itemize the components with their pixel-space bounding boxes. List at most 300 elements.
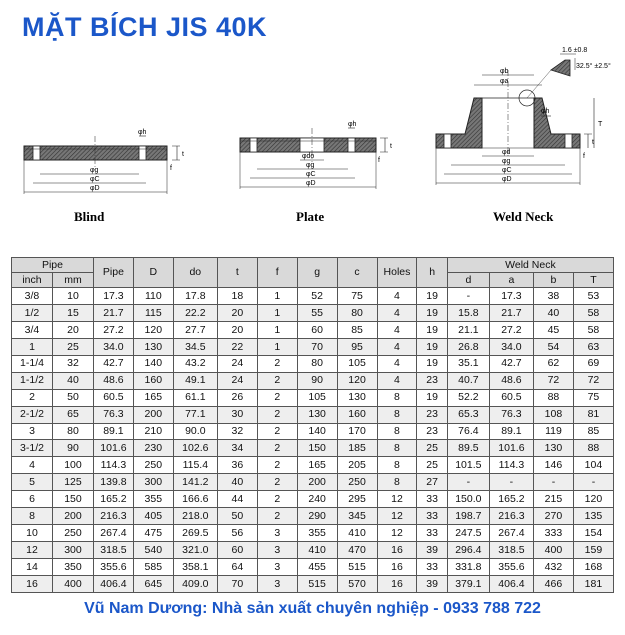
page-title: MẶT BÍCH JIS 40K [22,12,268,42]
table-cell: 5 [12,474,53,491]
table-cell: 39 [417,542,447,559]
table-row [12,525,614,542]
table-cell: 200 [133,406,173,423]
table-cell: 20 [217,321,257,338]
table-cell: 210 [133,423,173,440]
table-row [12,304,614,321]
table-cell: 35.1 [447,355,489,372]
table-cell: 30 [217,406,257,423]
flange-dimension-table [11,257,614,593]
plate-flange-drawing [240,121,392,224]
table-cell: 23 [417,423,447,440]
table-cell: 25 [52,338,93,355]
table-cell: 410 [297,542,337,559]
table-cell: 200 [297,474,337,491]
table-cell: 42.7 [93,355,133,372]
blind-label-d: φD [90,185,100,192]
table-cell: 58 [573,304,613,321]
header-col: D [133,258,173,288]
table-cell: 2 [257,457,297,474]
table-cell: 40.7 [447,372,489,389]
table-cell: 140 [297,423,337,440]
table-row [12,338,614,355]
table-cell: 267.4 [489,525,533,542]
table-cell: 1 [12,338,53,355]
table-cell: 470 [337,542,377,559]
table-row [12,559,614,576]
table-cell: 406.4 [93,575,133,592]
table-row [12,440,614,457]
table-cell: 72 [533,372,573,389]
table-cell: 181 [573,575,613,592]
table-cell: 409.0 [173,575,217,592]
table-cell: 19 [417,338,447,355]
table-cell: 200 [52,508,93,525]
table-cell: 45 [533,321,573,338]
wn-label-d: φd [502,149,511,156]
wn-label-h: φh [541,108,550,115]
table-cell: 27.7 [173,321,217,338]
wn-label-g: φg [502,158,511,165]
footer-contact: Vũ Nam Dương: Nhà sản xuất chuyên nghiệp - 0933 788 722 [84,600,541,617]
table-cell: - [447,474,489,491]
table-cell: 4 [377,355,417,372]
header-wn-col: d [447,273,489,288]
table-cell: 296.4 [447,542,489,559]
table-cell: 18 [217,288,257,305]
table-row [12,575,614,592]
table-cell: 4 [377,372,417,389]
table-cell: 110 [133,288,173,305]
table-cell: - [533,474,573,491]
table-cell: 150 [52,491,93,508]
table-cell: 585 [133,559,173,576]
header-wn-col: T [573,273,613,288]
table-cell: - [447,288,489,305]
table-cell: 355 [133,491,173,508]
table-cell: 250 [337,474,377,491]
table-cell: 2 [257,406,297,423]
table-cell: 166.6 [173,491,217,508]
table-cell: 2 [257,508,297,525]
table-cell: 12 [12,542,53,559]
table-cell: 104 [573,457,613,474]
table-cell: 33 [417,525,447,542]
table-cell: 515 [297,575,337,592]
table-cell: 115.4 [173,457,217,474]
table-cell: 34.0 [489,338,533,355]
table-cell: 150 [297,440,337,457]
table-cell: 216.3 [93,508,133,525]
table-cell: 247.5 [447,525,489,542]
table-cell: 198.7 [447,508,489,525]
wn-detail-size: 1.6 ±0.8 [562,47,588,54]
table-cell: 120 [573,491,613,508]
table-cell: 4 [377,321,417,338]
table-cell: 89.5 [447,440,489,457]
plate-label-f: f [378,157,380,164]
table-cell: 33 [417,559,447,576]
table-cell: 185 [337,440,377,457]
table-cell: 379.1 [447,575,489,592]
table-cell: 21.7 [93,304,133,321]
table-cell: 4 [377,304,417,321]
table-cell: 8 [377,440,417,457]
table-cell: 20 [52,321,93,338]
table-cell: 114.3 [489,457,533,474]
table-cell: 3 [12,423,53,440]
header-pipe-group: Pipe [12,258,94,273]
table-cell: 53 [573,288,613,305]
table-cell: 10 [52,288,93,305]
table-cell: 475 [133,525,173,542]
table-cell: 40 [533,304,573,321]
table-cell: 22 [217,338,257,355]
blind-label-g: φg [90,167,99,174]
table-cell: 12 [377,508,417,525]
table-row [12,457,614,474]
table-cell: 52 [297,288,337,305]
table-cell: 3 [257,575,297,592]
table-cell: 17.3 [489,288,533,305]
flange-drawings [0,40,625,235]
table-cell: 141.2 [173,474,217,491]
table-cell: 33 [417,491,447,508]
table-cell: 1 [257,304,297,321]
table-cell: 8 [377,457,417,474]
table-cell: 32 [217,423,257,440]
table-cell: 355 [297,525,337,542]
table-cell: 49.1 [173,372,217,389]
table-cell: 165.2 [489,491,533,508]
table-cell: 8 [377,389,417,406]
header-wn-col: b [533,273,573,288]
table-cell: 240 [297,491,337,508]
table-cell: 3 [257,542,297,559]
header-mm: mm [52,273,93,288]
table-cell: 10 [12,525,53,542]
table-cell: 140 [133,355,173,372]
table-cell: 40 [217,474,257,491]
table-cell: 27 [417,474,447,491]
table-cell: 72 [573,372,613,389]
table-cell: 400 [52,575,93,592]
table-cell: 139.8 [93,474,133,491]
header-inch: inch [12,273,53,288]
table-cell: 101.5 [447,457,489,474]
table-row [12,491,614,508]
blind-label-c: φC [90,176,100,183]
table-cell: 34.5 [173,338,217,355]
table-row [12,288,614,305]
wn-label-t: t [592,139,594,146]
table-cell: 19 [417,304,447,321]
table-cell: 85 [337,321,377,338]
table-cell: 43.2 [173,355,217,372]
plate-label-c: φC [306,171,316,178]
table-cell: 12 [377,525,417,542]
table-cell: 165 [133,389,173,406]
table-cell: 16 [377,542,417,559]
table-cell: 105 [297,389,337,406]
table-cell: 75 [573,389,613,406]
table-cell: 120 [133,321,173,338]
table-cell: 34 [217,440,257,457]
table-cell: 21.1 [447,321,489,338]
blind-caption: Blind [74,209,105,224]
wn-label-D: φD [502,176,512,183]
table-cell: 80 [337,304,377,321]
table-cell: - [573,474,613,491]
wn-label-b: φb [500,68,509,75]
header-col: Pipe [93,258,133,288]
table-cell: 2 [12,389,53,406]
table-cell: 12 [377,491,417,508]
table-cell: 355.6 [489,559,533,576]
header-wn-col: a [489,273,533,288]
table-cell: 2 [257,440,297,457]
table-cell: 4 [377,288,417,305]
table-row [12,423,614,440]
table-cell: 52.2 [447,389,489,406]
table-cell: 80 [52,423,93,440]
table-cell: 135 [573,508,613,525]
table-cell: 32 [52,355,93,372]
table-cell: 170 [337,423,377,440]
header-col: Holes [377,258,417,288]
table-cell: 23 [417,372,447,389]
table-cell: 1/2 [12,304,53,321]
table-cell: - [489,474,533,491]
table-cell: 645 [133,575,173,592]
table-cell: 455 [297,559,337,576]
table-cell: 42.7 [489,355,533,372]
table-cell: 34.0 [93,338,133,355]
table-cell: 300 [133,474,173,491]
table-cell: 4 [12,457,53,474]
table-cell: 6 [12,491,53,508]
table-cell: 21.7 [489,304,533,321]
table-cell: 70 [297,338,337,355]
table-cell: 24 [217,355,257,372]
table-cell: 1-1/2 [12,372,53,389]
table-cell: 2-1/2 [12,406,53,423]
table-cell: 14 [12,559,53,576]
table-cell: 63 [573,338,613,355]
table-row [12,321,614,338]
table-body [12,288,614,593]
table-cell: 16 [12,575,53,592]
header-col: t [217,258,257,288]
table-cell: 89.1 [93,423,133,440]
table-cell: 48.6 [93,372,133,389]
plate-label-t: t [390,143,392,150]
table-cell: 36 [217,457,257,474]
plate-label-do: φdo [302,153,315,160]
table-cell: 230 [133,440,173,457]
wn-label-f: f [583,153,585,160]
table-cell: 270 [533,508,573,525]
table-cell: 215 [533,491,573,508]
table-cell: 80 [297,355,337,372]
table-cell: 1-1/4 [12,355,53,372]
table-row [12,389,614,406]
table-cell: 168 [573,559,613,576]
weld-neck-flange-drawing [436,47,611,224]
plate-label-d: φD [306,180,316,187]
plate-label-h: φh [348,121,357,128]
table-cell: 114.3 [93,457,133,474]
table-cell: 345 [337,508,377,525]
table-cell: 540 [133,542,173,559]
table-cell: 17.3 [93,288,133,305]
table-cell: 61.1 [173,389,217,406]
table-cell: 466 [533,575,573,592]
table-cell: 146 [533,457,573,474]
table-cell: 410 [337,525,377,542]
table-cell: 60.5 [489,389,533,406]
table-row [12,542,614,559]
table-cell: 358.1 [173,559,217,576]
plate-label-g: φg [306,162,315,169]
table-cell: 40 [52,372,93,389]
table-row [12,372,614,389]
wn-label-a: φa [500,78,509,85]
blind-label-t: t [182,151,184,158]
table-cell: 2 [257,355,297,372]
table-cell: 50 [52,389,93,406]
wn-label-T: T [598,121,603,128]
table-cell: 50 [217,508,257,525]
table-cell: 120 [337,372,377,389]
table-cell: 15.8 [447,304,489,321]
table-cell: 60 [297,321,337,338]
table-cell: 17.8 [173,288,217,305]
table-cell: 62 [533,355,573,372]
table-cell: 150.0 [447,491,489,508]
table-cell: 432 [533,559,573,576]
table-cell: 89.1 [489,423,533,440]
table-cell: 115 [133,304,173,321]
table-cell: 355.6 [93,559,133,576]
table-cell: 88 [533,389,573,406]
table-cell: 119 [533,423,573,440]
table-cell: 88 [573,440,613,457]
table-cell: 8 [377,423,417,440]
table-cell: 69 [573,355,613,372]
table-cell: 3/8 [12,288,53,305]
table-cell: 3/4 [12,321,53,338]
table-cell: 58 [573,321,613,338]
table-cell: 90.0 [173,423,217,440]
table-row [12,355,614,372]
table-cell: 16 [377,559,417,576]
table-cell: 102.6 [173,440,217,457]
table-cell: 15 [52,304,93,321]
table-cell: 23 [417,406,447,423]
table-cell: 406.4 [489,575,533,592]
table-row [12,474,614,491]
table-cell: 318.5 [489,542,533,559]
blind-label-h: φh [138,129,147,136]
table-cell: 90 [297,372,337,389]
table-cell: 130 [297,406,337,423]
table-cell: 160 [133,372,173,389]
table-cell: 130 [533,440,573,457]
table-cell: 154 [573,525,613,542]
table-cell: 295 [337,491,377,508]
header-col: do [173,258,217,288]
table-cell: 130 [337,389,377,406]
table-cell: 38 [533,288,573,305]
table-cell: 95 [337,338,377,355]
table-cell: 205 [337,457,377,474]
table-cell: 25 [417,440,447,457]
table-cell: 1 [257,338,297,355]
blind-label-f: f [170,165,172,172]
table-cell: 101.6 [93,440,133,457]
table-cell: 321.0 [173,542,217,559]
header-col: f [257,258,297,288]
table-cell: 400 [533,542,573,559]
table-cell: 405 [133,508,173,525]
table-cell: 19 [417,321,447,338]
header-col: c [337,258,377,288]
table-cell: 130 [133,338,173,355]
table-cell: 26.8 [447,338,489,355]
table-cell: 300 [52,542,93,559]
weld-neck-caption: Weld Neck [493,209,554,224]
table-cell: 105 [337,355,377,372]
table-cell: 26 [217,389,257,406]
table-cell: 350 [52,559,93,576]
table-cell: 55 [297,304,337,321]
table-cell: 56 [217,525,257,542]
table-cell: 100 [52,457,93,474]
table-cell: 2 [257,423,297,440]
table-cell: 44 [217,491,257,508]
table-cell: 331.8 [447,559,489,576]
table-cell: 267.4 [93,525,133,542]
table-cell: 159 [573,542,613,559]
table-cell: 3 [257,525,297,542]
table-cell: 269.5 [173,525,217,542]
table-cell: 4 [377,338,417,355]
table-cell: 65.3 [447,406,489,423]
table-cell: 8 [377,406,417,423]
table-cell: 1 [257,321,297,338]
wn-label-c: φC [502,167,512,174]
table-cell: 70 [217,575,257,592]
blind-flange-drawing [24,129,184,224]
table-cell: 290 [297,508,337,525]
table-row [12,508,614,525]
table-cell: 27.2 [489,321,533,338]
table-cell: 81 [573,406,613,423]
table-cell: 1 [257,288,297,305]
table-cell: 64 [217,559,257,576]
table-cell: 60 [217,542,257,559]
table-cell: 27.2 [93,321,133,338]
table-cell: 108 [533,406,573,423]
table-cell: 515 [337,559,377,576]
table-cell: 318.5 [93,542,133,559]
table-cell: 2 [257,372,297,389]
table-cell: 8 [377,474,417,491]
table-cell: 33 [417,508,447,525]
header-col: h [417,258,447,288]
table-cell: 216.3 [489,508,533,525]
